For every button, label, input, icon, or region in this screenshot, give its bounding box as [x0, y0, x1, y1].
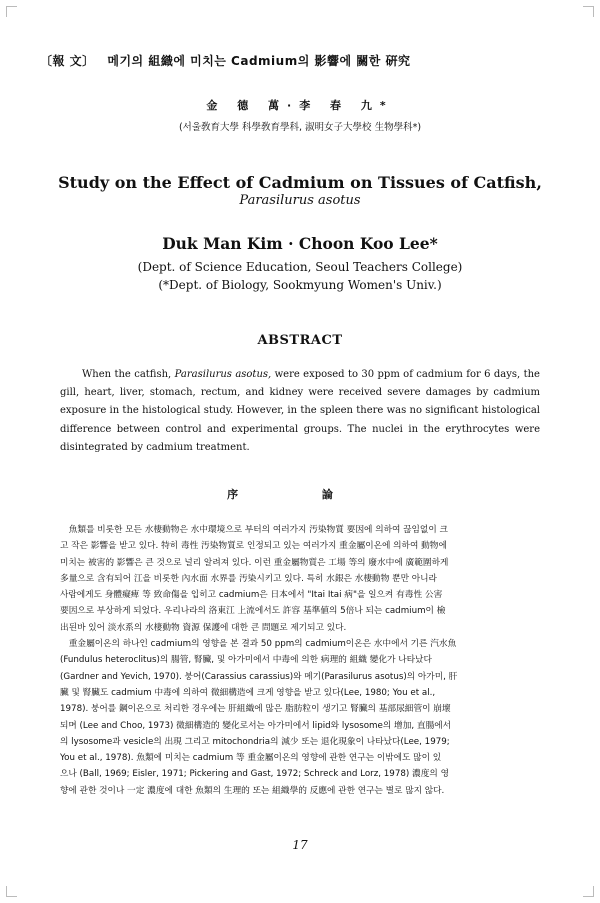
body-line: (Gardner and Yevich, 1970). 붕어(Carassius carassius)와 메기(Parasilurus asotus)의 아가미, 肝 [60, 671, 458, 682]
abstract-rest: were exposed to 30 ppm of cadmium for 6 days, the gill, heart, liver, stomach, rectum, and kidney were received severe damages by cadmium exposure in the histological study. However, in the spleen there was no significant histological difference between control and experimental groups. The nuclei in the erythrocytes were disintegrated by cadmium treatment. [60, 369, 540, 453]
body-line: 要因으로 부상하게 되었다. 우리나라의 洛東江 上流에서도 許容 基準値의 5倍나 되는 cadmium이 檢 [60, 606, 446, 617]
english-title: Study on the Effect of Cadmium on Tissues of Catfish, [58, 173, 542, 192]
section-heading-introduction: 序 論 [227, 488, 373, 501]
species-subtitle: Parasilurus asotus [239, 193, 361, 208]
body-line: 出된바 있어 淡水系의 水棲動物 資源 保護에 대한 큰 問題로 제기되고 있다. [60, 622, 347, 633]
article-type-tag: 〔報 文〕 [40, 54, 95, 68]
korean-title-line [40, 52, 560, 69]
abstract-species: Parasilurus asotus, [174, 369, 272, 380]
body-line: 미치는 被害的 影響은 큰 것으로 널리 알려져 있다. 이런 重金屬物質은 工場 等의 廢水中에 廣範圍하게 [60, 557, 449, 568]
body-line: 의 lysosome과 vesicle의 出現 그리고 mitochondria의 減少 또는 退化現象이 나타났다(Lee, 1979; [60, 736, 450, 747]
korean-title: 메기의 組織에 미치는 Cadmium의 影響에 關한 硏究 [107, 54, 411, 68]
body-line: (Fundulus heteroclitus)의 腸管, 腎臟, 및 아가미에서 中毒에 의한 病理的 組織 變化가 나타났다 [60, 655, 432, 666]
korean-authors: 金 德 萬·李 春 九* [206, 99, 394, 112]
abstract-heading: ABSTRACT [257, 333, 343, 348]
body-line: 향에 관한 것이나 一定 濃度에 대한 魚類의 生理的 또는 組織學的 反應에 관한 연구는 별로 많지 않다. [60, 785, 445, 796]
page-number: 17 [292, 838, 308, 852]
abstract-lead: When the catfish, [82, 369, 172, 380]
scan-corner-mark [583, 6, 594, 17]
english-affiliations [0, 258, 600, 294]
affiliation-line: (*Dept. of Biology, Sookmyung Women's Univ.) [158, 278, 442, 292]
abstract-text [60, 366, 540, 457]
body-line: 사람에게도 身體癡痺 等 致命傷을 입히고 cadmium은 日本에서 "Itai Itai 病"을 일으켜 有毒性 公害 [60, 590, 443, 601]
body-line: 1978). 붕어를 鋼이온으로 처리한 경우에는 肝組織에 많은 脂肪粒이 생기고 腎臟의 基部尿細管이 崩壞 [60, 704, 451, 715]
scan-corner-mark [6, 886, 17, 897]
body-line: You et al., 1978). 魚類에 미치는 cadmium 等 重金屬이온의 영향에 관한 연구는 이밖에도 많이 있 [60, 753, 442, 764]
body-line: 으나 (Ball, 1969; Eisler, 1971; Pickering and Gast, 1972; Schreck and Lorz, 1978) 濃度의 영 [60, 769, 449, 780]
body-line: 重金屬이온의 하나인 cadmium의 영향을 본 결과 50 ppm의 cadmium이온은 水中에서 기른 汽水魚 [60, 639, 457, 650]
korean-affiliation: (서울敎育大學 科學敎育學科, 淑明女子大學校 生物學科*) [178, 122, 422, 133]
english-authors: Duk Man Kim · Choon Koo Lee* [162, 234, 438, 253]
body-line: 魚類를 비롯한 모든 水棲動物은 水中環境으로 부터의 여러가지 汚染物質 要因에 의하여 끊임없이 크 [60, 525, 448, 535]
scan-corner-mark [6, 6, 17, 17]
affiliation-line: (Dept. of Science Education, Seoul Teachers College) [137, 260, 463, 274]
body-line: 고 작은 影響을 받고 있다. 特히 毒性 汚染物質로 인정되고 있는 여러가지 重金屬이온에 의하여 動物에 [60, 541, 447, 552]
scan-corner-mark [583, 886, 594, 897]
body-line: 臟 및 腎臟도 cadmium 中毒에 의하여 微細構造에 크게 영향을 받고 있다(Lee, 1980; You et al., [60, 687, 436, 698]
introduction-body [60, 522, 542, 799]
body-line: 多量으로 含有되어 江을 비롯한 內水面 水界를 汚染시키고 있다. 특히 水銀은 水棲動物 뿐만 아니라 [60, 573, 437, 584]
body-line: 되며 (Lee and Choo, 1973) 微細構造的 變化로서는 아가미에서 lipid와 lysosome의 增加, 直腸에서 [60, 720, 452, 731]
